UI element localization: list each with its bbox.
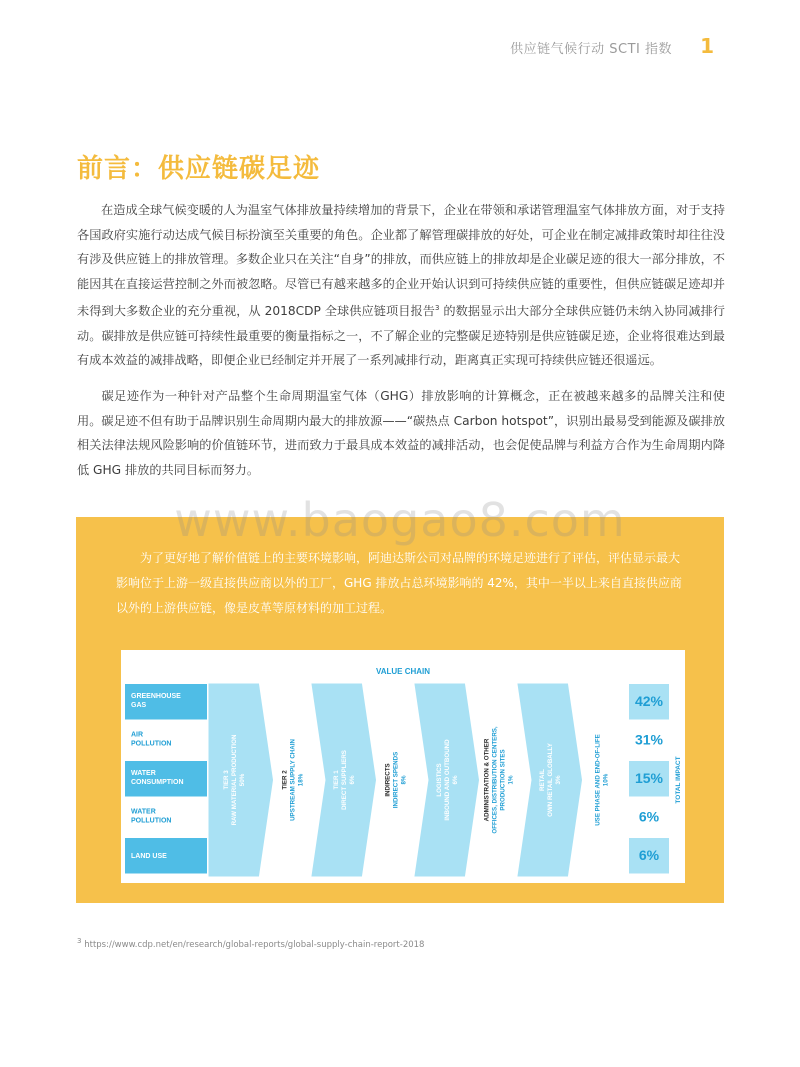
row-label-line: LAND USE bbox=[131, 853, 167, 860]
stage-label: 1% bbox=[507, 775, 515, 785]
total-value: 6% bbox=[638, 847, 660, 863]
row-label-line: POLLUTION bbox=[131, 817, 172, 825]
stage-label: 50% bbox=[238, 773, 246, 787]
chart-title: VALUE CHAIN bbox=[375, 667, 431, 676]
paragraph-2 bbox=[77, 384, 725, 482]
row-label bbox=[131, 853, 167, 860]
row-label-line: GAS bbox=[131, 702, 147, 709]
row-label-line: WATER bbox=[131, 770, 156, 777]
row-label-line: AIR bbox=[131, 731, 144, 739]
row-label-line: CONSUMPTION bbox=[131, 779, 184, 786]
footnote bbox=[77, 936, 424, 950]
stage-label: INBOUND AND OUTBOUND bbox=[443, 739, 451, 821]
total-value: 42% bbox=[634, 693, 664, 709]
total-impact-label: TOTAL IMPACT bbox=[675, 756, 682, 804]
stage-label: RETAIL bbox=[538, 769, 546, 791]
total-value: 31% bbox=[634, 731, 664, 748]
stage-label: UPSTREAM SUPPLY CHAIN bbox=[289, 739, 297, 821]
stage-label: INDIRECTS bbox=[384, 763, 392, 797]
footnote-number: 3 bbox=[77, 936, 82, 945]
stage-label: PRODUCTION SITES bbox=[499, 749, 507, 811]
stage-label: RAW MATERIAL PRODUCTION bbox=[230, 734, 238, 826]
stage-label: 3% bbox=[554, 775, 562, 785]
value-chain-svg bbox=[121, 650, 685, 883]
paragraph-1 bbox=[77, 198, 725, 373]
stage-label: LOGISTICS bbox=[435, 763, 443, 797]
value-chain-chart bbox=[121, 650, 685, 883]
footnote-ref: 3 bbox=[435, 304, 440, 312]
stage-label: 6% bbox=[451, 775, 459, 785]
stage-label: USE PHASE AND END-OF-LIFE bbox=[594, 734, 602, 826]
section-title: 前言：供应链碳足迹 bbox=[77, 154, 321, 184]
paragraph-1-text-a: 在造成全球气候变暖的人为温室气体排放量持续增加的背景下，企业在带领和承诺管理温室气体排放方面，对于支持各国政府实施行动达成气候目标扮演至关重要的角色。企业都了解管理碳排放的好处，可企业在制定减排政策时却往往没有涉及供应链上的排放管理。多数企业只在关注“自身”的排放，而供应链上的排放却是企业碳足迹的很大一部分排放，不能因其在直接运营控制之外而被忽略。尽管已有越来越多的企业开始认识到可持续供应链的重要性，但供应链碳足迹却并未得到大多数企业的充分重视，从 2018CDP 全球供应链项目报告 bbox=[77, 203, 725, 319]
paragraph-2-text: 碳足迹作为一种针对产品整个生命周期温室气体（GHG）排放影响的计算概念，正在被越来越多的品牌关注和使用。碳足迹不但有助于品牌识别生命周期内最大的排放源——“碳热点 Carbon hotspot”，识别出最易受到能源及碳排放相关法律法规风险影响的价值链环节，进而致力于最具成本效益的减排活动，也会促使品牌与利益方合作为生命周期内降低 GHG 排放的共同目标而努力。 bbox=[77, 389, 725, 477]
stage-label: TIER 3 bbox=[222, 770, 230, 790]
stage-label: DIRECT SUPPLIERS bbox=[340, 750, 348, 810]
stage-label: TIER 1 bbox=[332, 770, 340, 790]
header-title: 供应链气候行动 SCTI 指数 bbox=[510, 42, 672, 57]
row-label-line: POLLUTION bbox=[131, 740, 172, 748]
stage-label: TIER 2 bbox=[281, 770, 289, 790]
row-label-line: WATER bbox=[131, 808, 156, 816]
stage-label: 10% bbox=[602, 773, 610, 787]
stage-label: 6% bbox=[348, 775, 356, 785]
total-value: 6% bbox=[638, 808, 660, 825]
stage-label: 18% bbox=[297, 773, 305, 787]
stage-label: INDIRECT SPENDS bbox=[392, 751, 400, 809]
page-number: 1 bbox=[700, 34, 714, 58]
stage-label: ADMINISTRATION & OTHER bbox=[483, 738, 491, 822]
paragraph-1-text-b: 的数据显示出大部分全球供应链仍未纳入协同减排行动。碳排放是供应链可持续性最重要的衡量指标之一，不了解企业的完整碳足迹特别是供应链碳足迹，企业将很难达到最有成本效益的减排战略，即便企业已经制定并开展了一系列减排行动，距离真正实现可持续供应链还很遥远。 bbox=[77, 304, 725, 368]
footnote-url: https://www.cdp.net/en/research/global-reports/global-supply-chain-report-2018 bbox=[81, 939, 425, 950]
stage-label: 8% bbox=[400, 775, 408, 785]
watermark: www.baogao8.com bbox=[174, 493, 626, 547]
row-label-line: GREENHOUSE bbox=[131, 693, 181, 700]
callout-text-body: 为了更好地了解价值链上的主要环境影响，阿迪达斯公司对品牌的环境足迹进行了评估，评估显示最大影响位于上游一级直接供应商以外的工厂，GHG 排放占总环境影响的 42%，其中一半以上来自直接供应商以外的上游供应链，像是皮革等原材料的加工过程。 bbox=[116, 551, 682, 615]
total-value: 15% bbox=[634, 770, 664, 786]
stage-label: OFFICES, DISTRIBUTION CENTERS, bbox=[491, 726, 499, 834]
callout-text bbox=[116, 546, 686, 621]
stage-label: OWN RETAIL GLOBALLY bbox=[546, 743, 554, 817]
